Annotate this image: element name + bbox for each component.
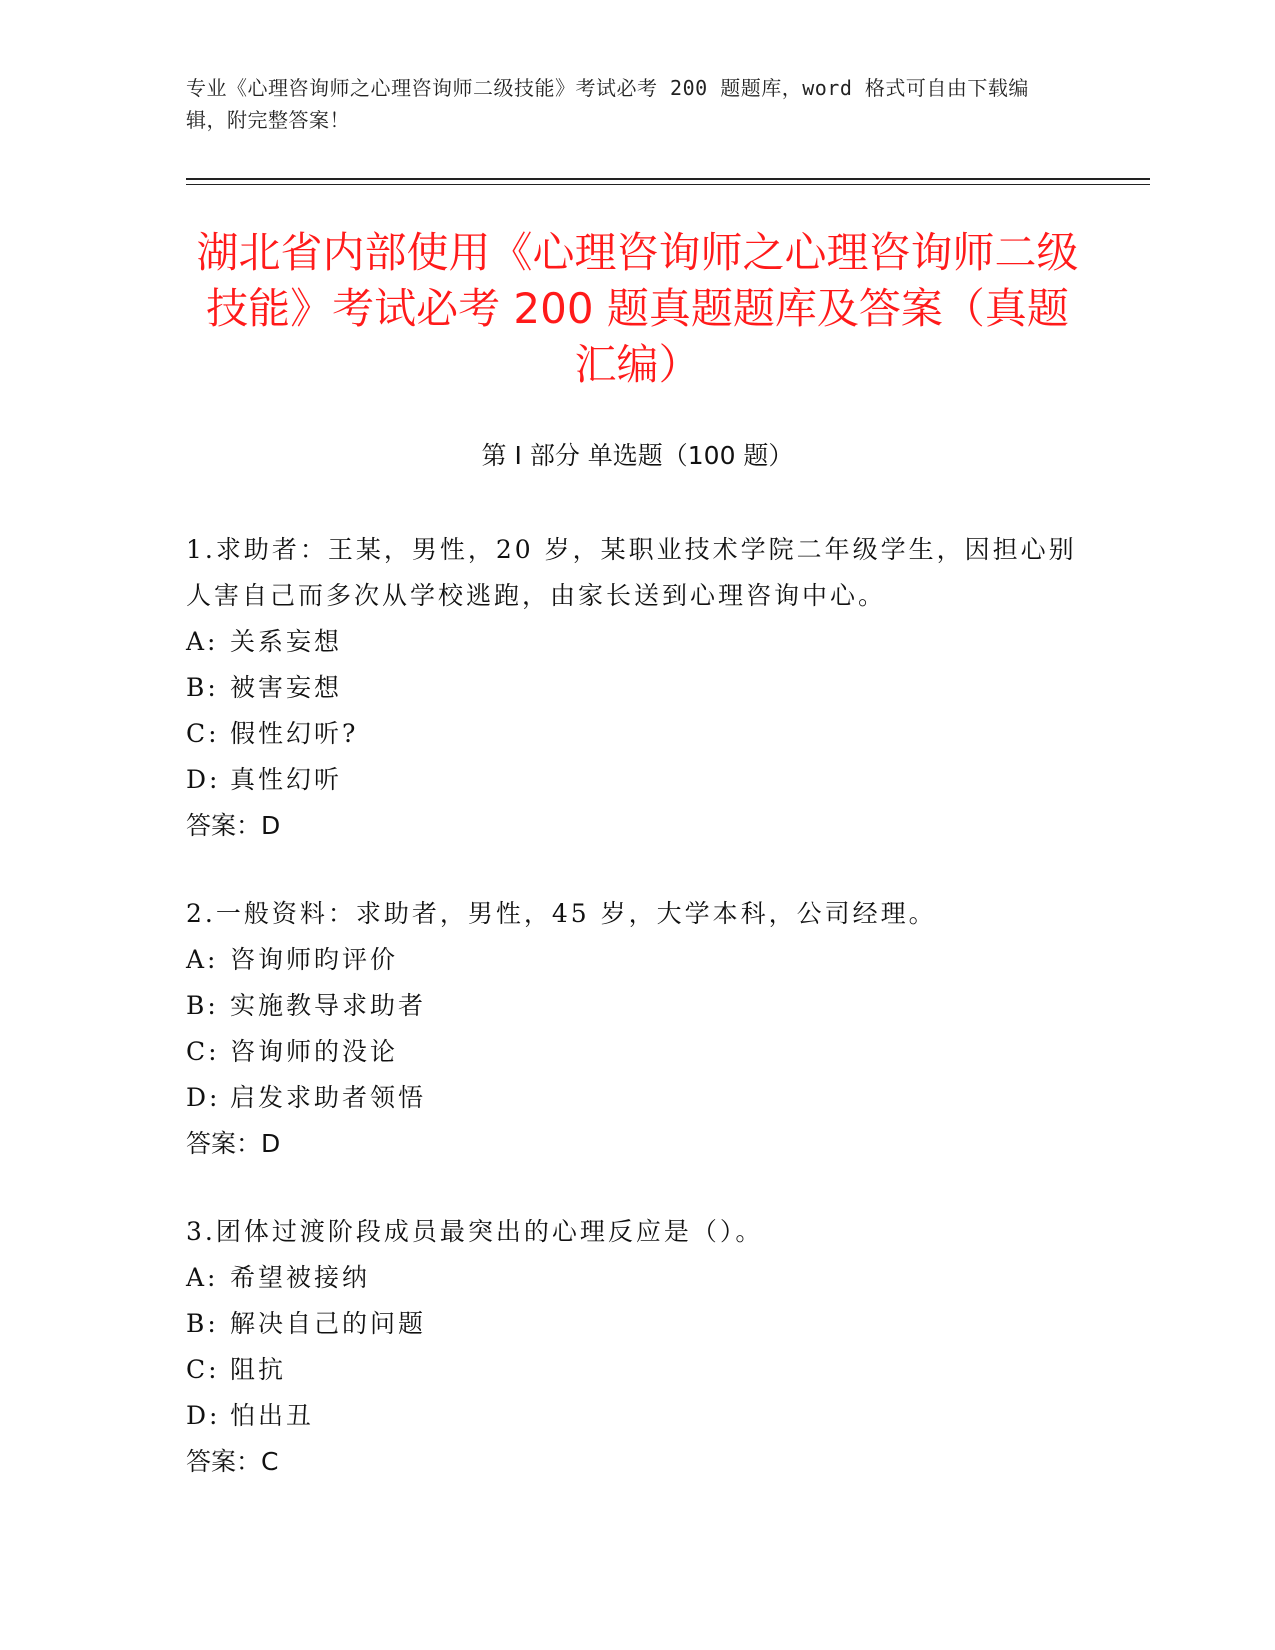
option-a (186, 619, 1086, 665)
option-text: 被害妄想 (230, 673, 343, 702)
option-letter: D: (186, 1083, 221, 1112)
answer-line: 答案：C (186, 1447, 279, 1476)
question-stem: 1.求助者：王某，男性，20 岁，某职业技术学院二年级学生，因担心别人害自己而多次从学校逃跑，由家长送到心理咨询中心。 (186, 535, 1077, 610)
option-d (186, 1393, 1086, 1439)
header-rule-thick (186, 178, 1150, 180)
option-d (186, 1075, 1086, 1121)
option-letter: C: (186, 1355, 220, 1384)
option-a (186, 937, 1086, 983)
option-letter: A: (186, 945, 219, 974)
question-1 (186, 527, 1086, 849)
option-text: 阻抗 (230, 1355, 287, 1384)
answer-line: 答案：D (186, 1129, 281, 1158)
section-title: 第 I 部分 单选题（100 题） (481, 441, 794, 470)
document-title: 湖北省内部使用《心理咨询师之心理咨询师二级技能》考试必考 200 题真题题库及答案（真题汇编） (196, 228, 1079, 389)
option-b (186, 665, 1086, 711)
question-list (186, 527, 1086, 1527)
option-text: 解决自己的问题 (230, 1309, 427, 1338)
option-letter: A: (186, 627, 219, 656)
option-letter: C: (186, 719, 220, 748)
option-text: 咨询师的没论 (230, 1037, 399, 1066)
question-3 (186, 1209, 1086, 1485)
option-b (186, 983, 1086, 1029)
question-stem: 3.团体过渡阶段成员最突出的心理反应是（）。 (186, 1217, 764, 1246)
option-d (186, 757, 1086, 803)
option-c (186, 711, 1086, 757)
option-letter: C: (186, 1037, 220, 1066)
option-letter: B: (186, 991, 219, 1020)
option-text: 实施教导求助者 (230, 991, 427, 1020)
option-text: 咨询师昀评价 (230, 945, 399, 974)
option-letter: D: (186, 1401, 221, 1430)
option-c (186, 1347, 1086, 1393)
option-text: 假性幻听? (230, 719, 359, 748)
header-rule-thin (186, 184, 1150, 185)
option-text: 怕出丑 (230, 1401, 315, 1430)
question-2 (186, 891, 1086, 1167)
option-c (186, 1029, 1086, 1075)
option-text: 启发求助者领悟 (230, 1083, 427, 1112)
option-text: 真性幻听 (230, 765, 343, 794)
option-letter: D: (186, 765, 221, 794)
question-stem: 2.一般资料：求助者，男性，45 岁，大学本科，公司经理。 (186, 899, 937, 928)
option-letter: A: (186, 1263, 219, 1292)
option-letter: B: (186, 1309, 219, 1338)
option-a (186, 1255, 1086, 1301)
option-text: 希望被接纳 (230, 1263, 371, 1292)
option-b (186, 1301, 1086, 1347)
answer-line: 答案：D (186, 811, 281, 840)
option-letter: B: (186, 673, 219, 702)
header-note: 专业《心理咨询师之心理咨询师二级技能》考试必考 200 题题库，word 格式可自由下载编辑，附完整答案！ (186, 76, 1029, 132)
option-text: 关系妄想 (230, 627, 343, 656)
